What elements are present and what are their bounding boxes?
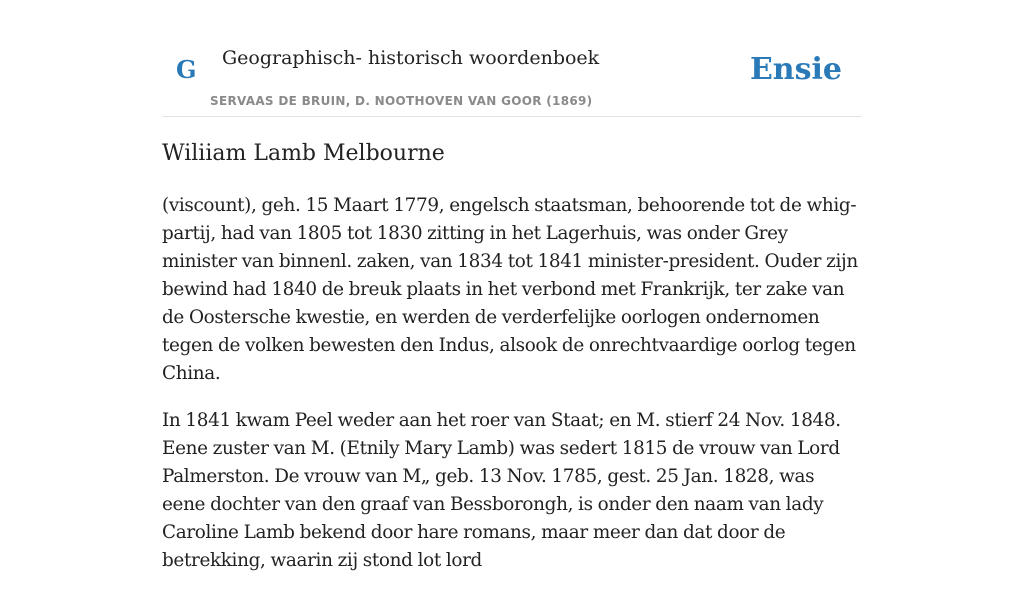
ensie-logo[interactable]: Ensie <box>749 52 842 87</box>
book-letter-icon[interactable]: G <box>176 55 197 84</box>
article-body <box>162 192 862 594</box>
book-author-meta: SERVAAS DE BRUIN, D. NOOTHOVEN VAN GOOR (1869) <box>210 94 593 108</box>
book-header <box>162 0 862 117</box>
article-paragraph: In 1841 kwam Peel weder aan het roer van Staat; en M. stierf 24 Nov. 1848. Eene zuster van M. (Etnily Mary Lamb) was sedert 1815 de vrouw van Lord Palmerston. De vrouw van M„ geb. 13 Nov. 1785, gest. 25 Jan. 1828, was eene dochter van den graaf van Bessborongh, is onder den naam van lady Caroline Lamb bekend door hare romans, maar meer dan dat door de betrekking, waarin zij stond lot lord <box>162 410 841 571</box>
book-title[interactable]: Geographisch- historisch woordenboek <box>222 47 600 69</box>
article-title: Wiliiam Lamb Melbourne <box>162 141 445 166</box>
article-paragraph: (viscount), geh. 15 Maart 1779, engelsch staatsman, behoorende tot de whig-partij, had van 1805 tot 1830 zitting in het Lagerhuis, was onder Grey minister van binnenl. zaken, van 1834 tot 1841 minister-president. Ouder zijn bewind had 1840 de breuk plaats in het verbond met Frankrijk, ter zake van de Oostersche kwestie, en werden de verderfelijke oorlogen ondernomen tegen de volken bewesten den Indus, alsook de onrechtvaardige oorlog tegen China. <box>162 195 858 384</box>
